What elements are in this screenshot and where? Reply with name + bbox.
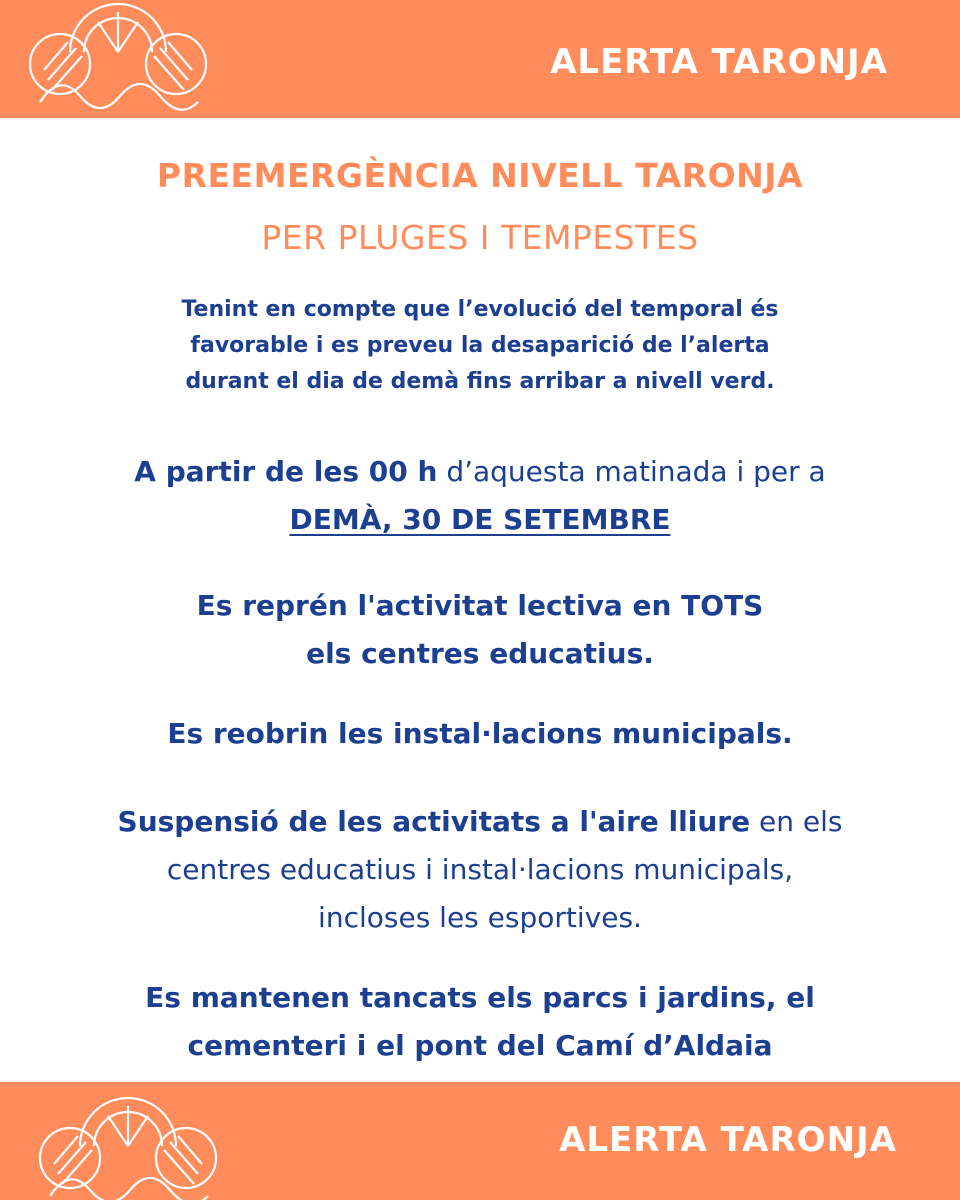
installations-block: [40, 710, 920, 758]
outdoor-line: [40, 798, 920, 846]
outdoor-suspension: Suspensió de les activitats a l'aire lliure: [117, 805, 751, 838]
header-alert-label: ALERTA TARONJA: [550, 42, 888, 82]
installations-line: Es reobrin les instal·lacions municipals.: [167, 717, 793, 750]
parks-closed-block: [40, 974, 920, 1070]
intro-line: favorable i es preveu la desaparició de l’alerta: [190, 333, 770, 358]
intro-line: durant el dia de demà fins arribar a nivell verd.: [185, 369, 775, 394]
header-banner: [0, 0, 960, 118]
school-activity-block: [40, 582, 920, 678]
intro-line: Tenint en compte que l’evolució del temporal és: [181, 297, 779, 322]
outdoor-activities-block: [40, 798, 920, 942]
schedule-date: DEMÀ, 30 DE SETEMBRE: [289, 503, 671, 536]
school-line: els centres educatius.: [306, 637, 654, 670]
schedule-block: [40, 448, 920, 544]
page-subtitle: PER PLUGES I TEMPESTES: [261, 218, 699, 257]
intro-paragraph: [60, 292, 900, 400]
page-title: PREEMERGÈNCIA NIVELL TARONJA: [156, 156, 804, 195]
outdoor-line: incloses les esportives.: [318, 901, 642, 934]
outdoor-text: en els: [750, 805, 843, 838]
school-line: Es reprén l'activitat lectiva en TOTS: [196, 589, 764, 622]
schedule-line: [40, 448, 920, 496]
schedule-text: d’aquesta matinada i per a: [437, 455, 826, 488]
notice-body: [0, 118, 960, 1082]
parks-line: Es mantenen tancats els parcs i jardins, el: [145, 981, 815, 1014]
outdoor-line: centres educatius i instal·lacions municipals,: [166, 853, 794, 886]
orange-slice-ornament-icon: [28, 1082, 228, 1200]
parks-line: cementeri i el pont del Camí d’Aldaia: [187, 1029, 773, 1062]
footer-alert-label: ALERTA TARONJA: [559, 1120, 897, 1160]
schedule-time: A partir de les 00 h: [134, 455, 438, 488]
orange-slice-ornament-icon: [18, 0, 218, 118]
footer-banner: [0, 1082, 960, 1200]
